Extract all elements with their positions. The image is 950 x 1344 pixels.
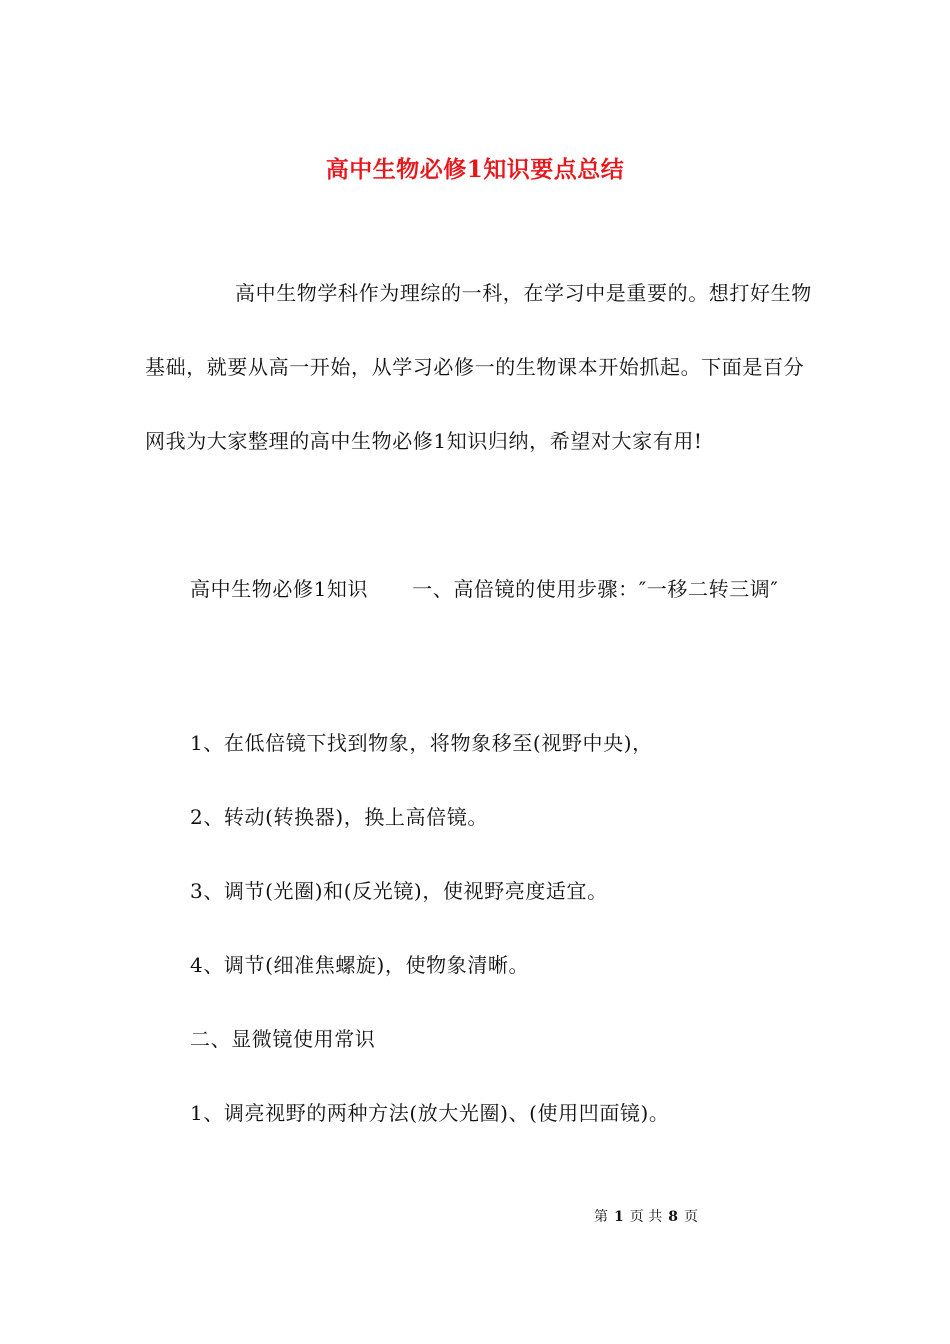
footer-suffix: 页 <box>683 1209 698 1225</box>
footer-middle: 页 共 <box>629 1209 663 1225</box>
footer-prefix: 第 <box>594 1209 608 1225</box>
section-two-item-1: 1、调亮视野的两种方法(放大光圈)、(使用凹面镜)。 <box>190 1101 670 1125</box>
section-two-heading: 二、显微镜使用常识 <box>190 1027 376 1051</box>
step-2: 2、转动(转换器)，换上高倍镜。 <box>190 805 488 829</box>
intro-paragraph: 高中生物学科作为理综的一科，在学习中是重要的。想打好生物基础，就要从高一开始，从学习必修一的生物课本开始抓起。下面是百分网我为大家整理的高中生物必修1知识归纳，希望对大家有用! <box>145 281 812 453</box>
document-title: 高中生物必修1知识要点总结 <box>325 156 625 184</box>
step-4: 4、调节(细准焦螺旋)，使物象清晰。 <box>190 953 530 977</box>
step-1: 1、在低倍镜下找到物象，将物象移至(视野中央)， <box>190 731 653 755</box>
step-3: 3、调节(光圈)和(反光镜)，使视野亮度适宜。 <box>190 879 608 903</box>
page-footer <box>594 1207 704 1227</box>
footer-page-number: 1 <box>614 1209 624 1225</box>
section-one-paragraph <box>145 552 815 626</box>
section-one-heading: 一、高倍镜的使用步骤：″一移二转三调″ <box>412 577 779 601</box>
footer-total-pages: 8 <box>668 1209 678 1225</box>
section-label: 高中生物必修1知识 <box>190 577 369 601</box>
